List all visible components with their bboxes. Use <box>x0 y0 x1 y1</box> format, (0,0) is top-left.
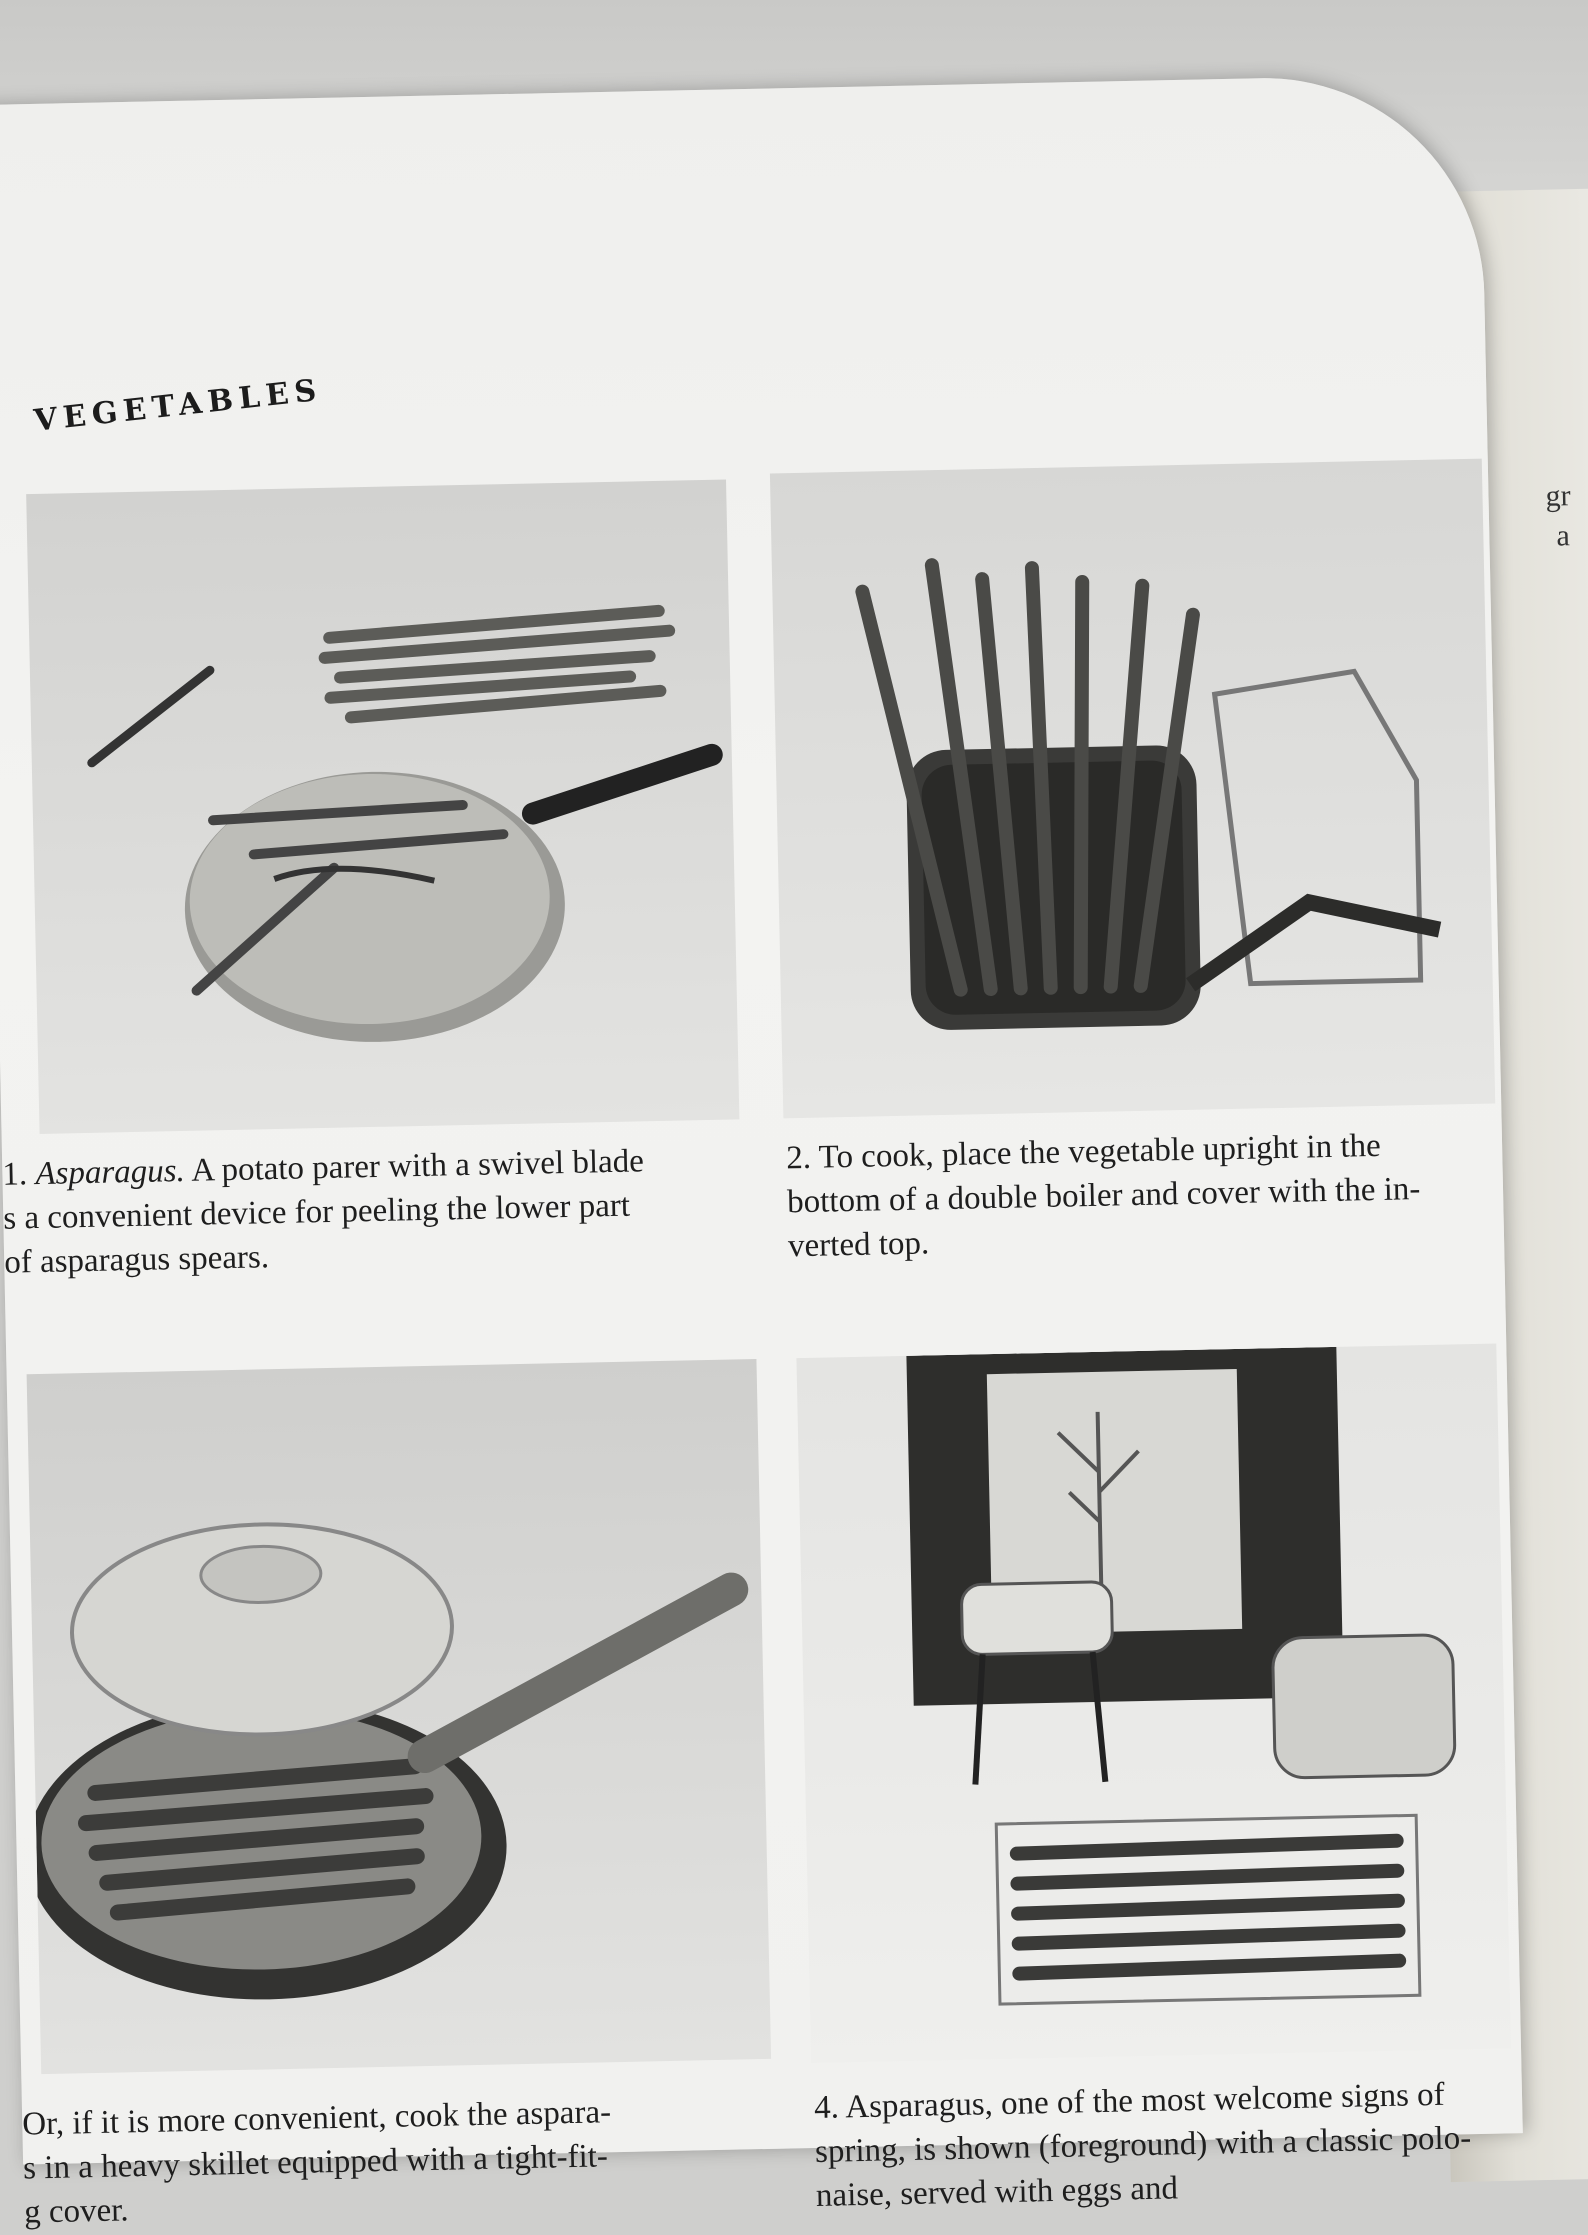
section-heading: VEGETABLES <box>32 372 324 439</box>
caption-1-number: 1. <box>2 1156 36 1193</box>
caption-4-line-2: spring, is shown (foreground) with a classic polo- <box>814 2120 1472 2170</box>
caption-4-line-1: 4. Asparagus, one of the most welcome signs of <box>813 2076 1445 2126</box>
caption-1-line-2: s a convenient device for peeling the lower part <box>2 1187 631 1237</box>
caption-4-line-3: naise, served with eggs and <box>815 2170 1179 2214</box>
caption-2-line-3: verted top. <box>787 1225 930 1265</box>
right-page-fragment: a <box>1556 519 1571 553</box>
caption-2 <box>786 1120 1549 1268</box>
caption-3-line-2: s in a heavy skillet equipped with a tight-fit- <box>22 2138 609 2187</box>
caption-1 <box>2 1137 765 1285</box>
caption-1-line-1: A potato parer with a swivel blade <box>184 1143 645 1189</box>
caption-4 <box>814 2070 1577 2218</box>
photo-asparagus-jar <box>770 459 1495 1119</box>
photo-asparagus-peeling <box>26 479 739 1134</box>
caption-3-line-3: g cover. <box>23 2192 129 2231</box>
book-page <box>0 74 1523 2231</box>
right-page-fragment: gr <box>1545 479 1571 513</box>
caption-2-line-1: 2. To cook, place the vegetable upright in the <box>785 1127 1382 1177</box>
caption-3 <box>22 2087 785 2235</box>
caption-3-line-1: Or, if it is more convenient, cook the aspara- <box>21 2094 612 2143</box>
caption-2-line-2: bottom of a double boiler and cover with the in- <box>786 1171 1421 1221</box>
caption-1-line-3: of asparagus spears. <box>3 1239 270 1281</box>
photo-asparagus-served <box>796 1344 1511 2064</box>
caption-1-title: Asparagus. <box>35 1152 186 1193</box>
photo-asparagus-skillet <box>27 1359 771 2074</box>
